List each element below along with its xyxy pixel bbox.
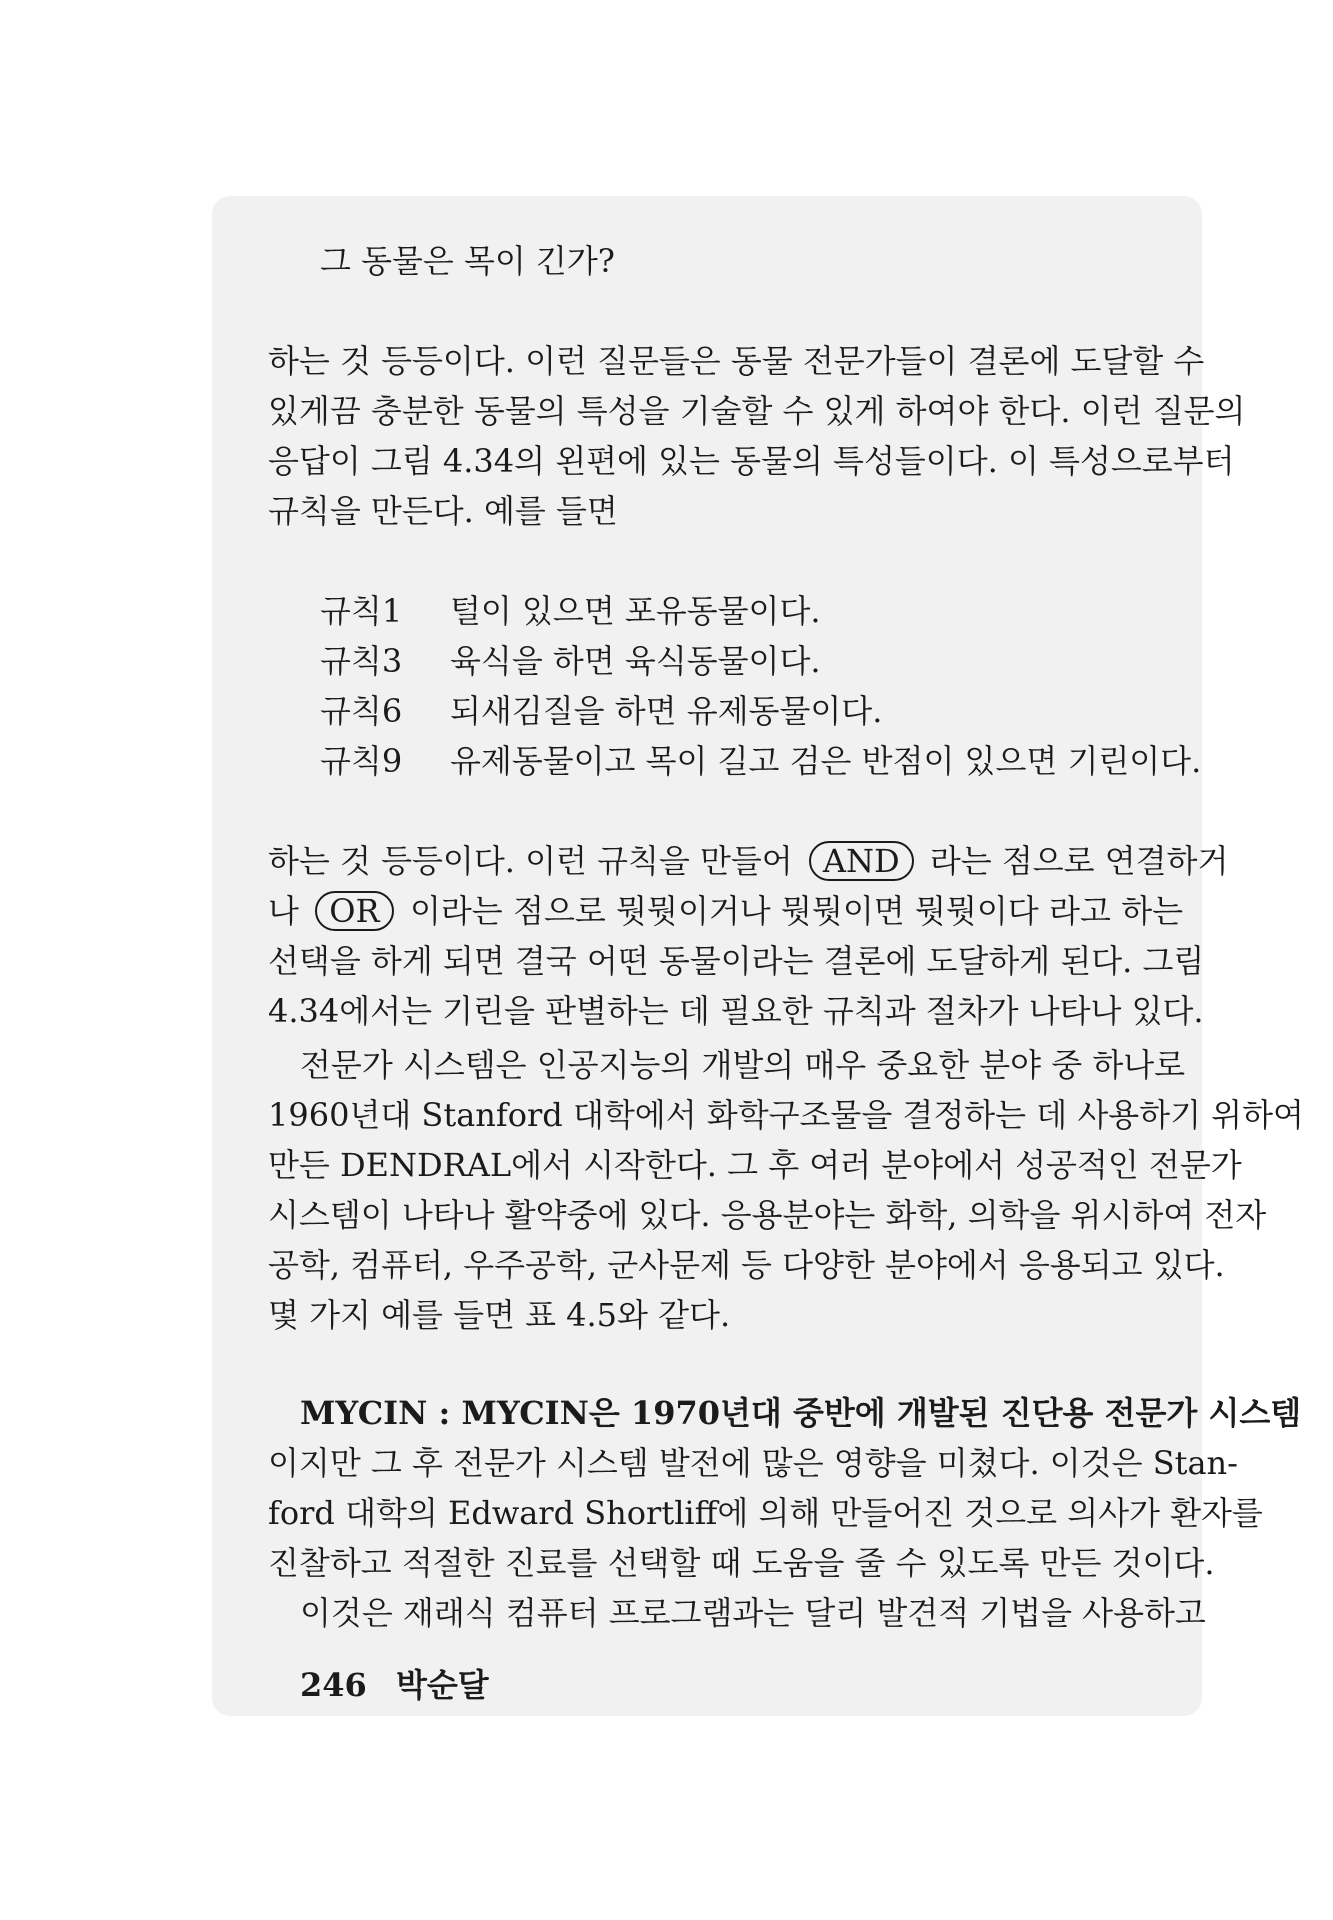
paragraph-line: ford 대학의 Edward Shortliff에 의해 만들어진 것으로 의사가 환자를 [268,1494,1263,1532]
paragraph-line: 1960년대 Stanford 대학에서 화학구조물을 결정하는 데 사용하기 위하여 [268,1096,1304,1134]
paragraph-line: 진찰하고 적절한 진료를 선택할 때 도움을 줄 수 있도록 만든 것이다. [268,1544,1215,1582]
paragraph-line: 하는 것 등등이다. 이런 질문들은 동물 전문가들이 결론에 도달할 수 [268,342,1205,380]
text-span: 라는 점으로 연결하거 [929,842,1229,880]
rule-text: 육식을 하면 육식동물이다. [450,642,821,680]
paragraph-line: 이것은 재래식 컴퓨터 프로그램과는 달리 발견적 기법을 사용하고 [300,1594,1206,1632]
and-circled-label: AND [809,841,914,881]
paragraph-line: 만든 DENDRAL에서 시작한다. 그 후 여러 분야에서 성공적인 전문가 [268,1146,1242,1184]
rule-label: 규칙1 [320,592,403,630]
paragraph-line: MYCIN : MYCIN은 1970년대 중반에 개발된 진단용 전문가 시스템 [300,1394,1302,1432]
text-span: 하는 것 등등이다. 이런 규칙을 만들어 [268,842,793,880]
paragraph-line: 있게끔 충분한 동물의 특성을 기술할 수 있게 하여야 한다. 이런 질문의 [268,392,1246,430]
paragraph-line: 몇 가지 예를 들면 표 4.5와 같다. [268,1296,731,1334]
rule-row [320,686,882,736]
rule-row [320,636,821,686]
paragraph-line: 응답이 그림 4.34의 왼편에 있는 동물의 특성들이다. 이 특성으로부터 [268,442,1235,480]
rule-text: 털이 있으면 포유동물이다. [450,592,821,630]
rule-row [320,586,821,636]
paragraph-line: 4.34에서는 기린을 판별하는 데 필요한 규칙과 절차가 나타나 있다. [268,992,1204,1030]
question-text: 그 동물은 목이 긴가? [320,242,615,280]
rule-label: 규칙9 [320,742,403,780]
author-name: 박순달 [395,1666,489,1704]
paragraph-line: 규칙을 만든다. 예를 들면 [268,492,618,530]
text-span: 나 [268,892,299,930]
paragraph-line: 전문가 시스템은 인공지능의 개발의 매우 중요한 분야 중 하나로 [300,1046,1186,1084]
paragraph-line: 시스템이 나타나 활약중에 있다. 응용분야는 화학, 의학을 위시하여 전자 [268,1196,1267,1234]
page-footer [300,1660,489,1706]
rule-text: 유제동물이고 목이 길고 검은 반점이 있으면 기린이다. [450,742,1202,780]
paragraph-line [268,836,1229,886]
text-span: 이라는 점으로 뭣뭣이거나 뭣뭣이면 뭣뭣이다 라고 하는 [409,892,1184,930]
paragraph-line: 이지만 그 후 전문가 시스템 발전에 많은 영향을 미쳤다. 이것은 Stan- [268,1444,1238,1482]
rule-row [320,736,1201,786]
paragraph-line: 공학, 컴퓨터, 우주공학, 군사문제 등 다양한 분야에서 응용되고 있다. [268,1246,1225,1284]
paragraph-line: 선택을 하게 되면 결국 어떤 동물이라는 결론에 도달하게 된다. 그림 [268,942,1205,980]
page-number: 246 [300,1666,367,1704]
or-circled-label: OR [315,891,393,931]
rule-label: 규칙3 [320,642,403,680]
rule-text: 되새김질을 하면 유제동물이다. [450,692,883,730]
rule-label: 규칙6 [320,692,403,730]
paragraph-line [268,886,1183,936]
